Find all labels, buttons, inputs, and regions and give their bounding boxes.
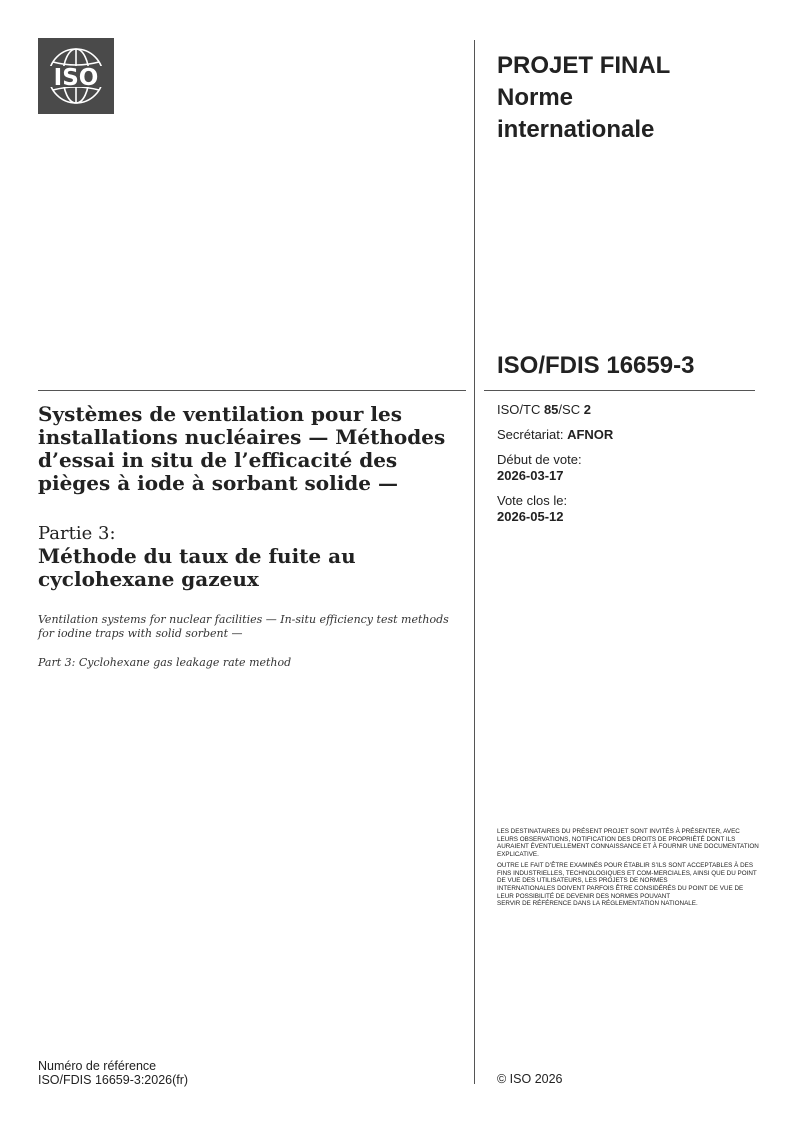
vote-end-date: 2026-05-12 bbox=[497, 509, 564, 524]
draft-notice bbox=[497, 828, 759, 908]
vote-end-label: Vote clos le: bbox=[497, 493, 568, 508]
horizontal-divider-left bbox=[38, 390, 466, 391]
vote-start-date: 2026-03-17 bbox=[497, 468, 564, 483]
notice-paragraph-2-line-3: SERVIR DE RÉFÉRENCE DANS LA RÉGLEMENTATION NATIONALE. bbox=[497, 900, 698, 908]
french-part-title: Méthode du taux de fuite au cyclohexane gazeux bbox=[38, 544, 356, 591]
document-type-line-2: internationale bbox=[497, 116, 655, 143]
committee: ISO/TC 85/SC 2 bbox=[497, 402, 591, 417]
document-metadata bbox=[497, 402, 613, 525]
secretariat: Secrétariat: AFNOR bbox=[497, 427, 614, 442]
secretariat-value: AFNOR bbox=[567, 427, 614, 442]
copyright: © ISO 2026 bbox=[497, 1072, 563, 1086]
document-status: PROJET FINAL bbox=[497, 52, 671, 79]
vertical-divider bbox=[474, 40, 475, 1084]
reference-number: ISO/FDIS 16659-3:2026(fr) bbox=[38, 1073, 189, 1087]
tc-number: 85 bbox=[543, 402, 559, 417]
french-part-title-block bbox=[38, 522, 463, 591]
french-part-label: Partie 3: bbox=[38, 523, 116, 544]
reference-number-block bbox=[38, 1059, 188, 1087]
reference-label: Numéro de référence bbox=[38, 1059, 157, 1073]
vote-start-label: Début de vote: bbox=[497, 452, 582, 467]
french-main-title: Systèmes de ventilation pour les installations nucléaires — Méthodes d’essai in situ de l’efficacité des pièges à iode à sorbant solide — bbox=[38, 402, 446, 495]
english-main-title: Ventilation systems for nuclear facilities — In-situ efficiency test methods for iodine traps with solid sorbent — bbox=[38, 613, 449, 640]
notice-paragraph-1: LES DESTINATAIRES DU PRÉSENT PROJET SONT INVITÉS À PRÉSENTER, AVEC LEURS OBSERVATIONS, NOTIFICATION DES DROITS DE PROPRIÉTÉ DONT ILS AURAIENT ÉVENTUELLEMENT CONNAISSANCE ET À FOURNIR UNE DOCUMENTATION EXPLICATIVE. bbox=[497, 828, 759, 859]
horizontal-divider-right bbox=[484, 390, 755, 391]
document-type-line-1: Norme bbox=[497, 84, 574, 111]
logo-text: ISO bbox=[53, 65, 99, 91]
document-type bbox=[497, 50, 670, 146]
notice-paragraph-2-line-2: INTERNATIONALES DOIVENT PARFOIS ÊTRE CONSIDÉRÉS DU POINT DE VUE DE LEUR POSSIBILITÉ DE DEVENIR DES NORMES POUVANT bbox=[497, 884, 744, 900]
document-number: ISO/FDIS 16659-3 bbox=[497, 352, 695, 379]
iso-globe-icon bbox=[38, 38, 114, 114]
english-part-title: Part 3: Cyclohexane gas leakage rate method bbox=[38, 656, 292, 669]
notice-paragraph-2-line-1: OUTRE LE FAIT D’ÊTRE EXAMINÉS POUR ÉTABLIR S’ILS SONT ACCEPTABLES À DES FINS INDUSTRIELLES, TECHNOLOGIQUES ET COM-MERCIALES, AINSI QUE DU POINT DE VUE DES UTILISATEURS, LES PROJETS DE NORMES bbox=[497, 861, 757, 885]
iso-logo bbox=[38, 38, 114, 114]
sc-number: 2 bbox=[583, 402, 591, 417]
